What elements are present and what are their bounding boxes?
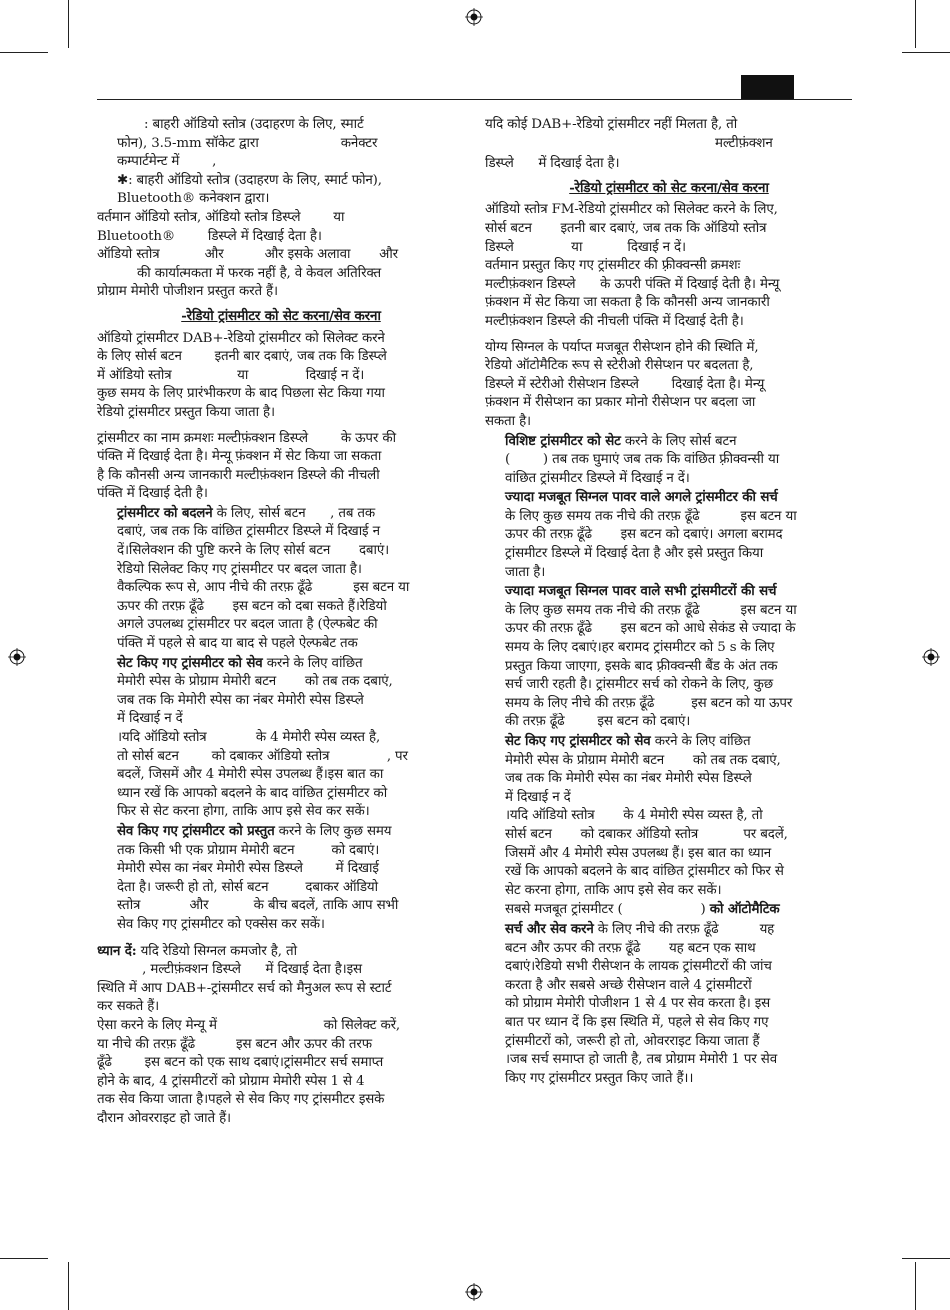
line: ( ) तब तक घुमाएं जब तक कि वांछित फ़्रीक्वन्सी या — [505, 452, 780, 468]
line: समय के लिए दबाएं।हर बरामद ट्रांसमीटर को 5 s के लिए — [505, 640, 775, 656]
registration-mark-icon — [465, 1283, 483, 1301]
line: पंक्ति में दिखाई देता है। मेन्यू फ़ंक्शन में सेट किया जा सकता — [97, 449, 382, 465]
line: सोर्स बटन को दबाकर ऑडियो स्तोत्र पर बदलें, — [505, 826, 788, 842]
crop-mark — [902, 1258, 950, 1259]
line: योग्य सिग्नल के पर्याप्त मजबूत रीसेप्शन होने की स्थिति में, — [485, 339, 759, 355]
line: रेडियो सिलेक्ट किए गए ट्रांसमीटर पर बदल जाता है। — [117, 561, 362, 577]
line: ऑडियो स्तोत्र FM-रेडियो ट्रांसमीटर को सिलेक्ट करने के लिए, — [485, 202, 778, 218]
line: पंक्ति में पहले से बाद या बाद से पहले ऐल्फबेट तक — [117, 636, 358, 652]
line: को प्रोग्राम मेमोरी पोजीशन 1 से 4 पर सेव करता है। इस — [505, 996, 771, 1012]
line: रेडियो ऑटोमैटिक रूप से स्टेरीओ रीसेप्शन पर बदलता है, — [485, 358, 754, 374]
line: सेव किए गए ट्रांसमीटर को एक्सेस कर सकें। — [117, 916, 325, 932]
line: ।जब सर्च समाप्त हो जाती है, तब प्रोग्राम मेमोरी 1 पर सेव — [505, 1052, 777, 1068]
paragraph: : बाहरी ऑडियो स्तोत्र (उदाहरण के लिए, स्मार्ट — [144, 117, 364, 132]
line: सर्च जारी रहती है। ट्रांसमीटर सर्च को रोकने के लिए, कुछ — [505, 677, 774, 693]
section-heading: -रेडियो ट्रांसमीटर को सेट करना/सेव करना — [569, 179, 769, 196]
line: ऊपर की तरफ़ ढूँढे इस बटन को दबाएं। अगला बरामद — [505, 527, 783, 543]
line: मेमोरी स्पेस का नंबर मेमोरी स्पेस डिस्प्ले में दिखाई — [117, 861, 379, 877]
line: सोर्स बटन इतनी बार दबाएं, जब तक कि ऑडियो स्तोत्र — [485, 220, 767, 236]
line: की तरफ़ ढूँढे इस बटन को दबाएं। — [505, 714, 691, 730]
line: मल्टीफ़ंक्शन डिस्प्ले की नीचली पंक्ति में दिखाई देती है। — [485, 313, 744, 329]
line: दबाएं, जब तक कि वांछित ट्रांसमीटर डिस्प्ले में दिखाई न — [117, 524, 380, 540]
line: मेमोरी स्पेस के प्रोग्राम मेमोरी बटन को तब तक दबाएं, — [505, 752, 781, 768]
line: सेट करना होगा, ताकि आप इसे सेव कर सकें। — [505, 882, 722, 898]
line: ध्यान रखें कि आपको बदलने के बाद वांछित ट्रांसमीटर को — [117, 785, 388, 801]
line: फिर से सेट करना होगा, ताकि आप इसे सेव कर सकें। — [117, 804, 370, 820]
line: करता है और सबसे अच्छे रीसेप्शन वाले 4 ट्रांसमीटरों — [505, 977, 752, 993]
line: बदलें, जिसमें और 4 मेमोरी स्पेस उपलब्ध हैं।इस बात का — [117, 767, 384, 783]
paragraph: प्रोग्राम मेमोरी पोजीशन प्रस्तुत करते हैं। — [97, 284, 278, 300]
crop-mark — [915, 1262, 916, 1310]
bullet-line: सेव किए गए ट्रांसमीटर को प्रस्तुत करने के लिए कुछ समय — [117, 822, 392, 839]
line: समय के लिए नीचे की तरफ़ ढूँढे इस बटन को या ऊपर — [505, 695, 793, 711]
line: के लिए सोर्स बटन इतनी बार दबाएं, जब तक कि डिस्प्ले — [97, 349, 387, 365]
crop-mark — [915, 0, 916, 48]
line: तक सेव किया जाता है।पहले से सेव किए गए ट्रांसमीटर इसके — [97, 1092, 385, 1108]
page-tab-marker — [741, 75, 794, 100]
bullet-line: सेट किए गए ट्रांसमीटर को सेव करने के लिए वांछित — [117, 654, 363, 671]
line: ऊपर की तरफ़ ढूँढे इस बटन को आधे सेकंड से ज्यादा के — [505, 621, 796, 637]
line: वांछित ट्रांसमीटर डिस्प्ले में दिखाई न दें। — [505, 470, 690, 486]
paragraph: की कार्यात्मकता में फरक नहीं है, वे केवल अतिरिक्त — [137, 265, 381, 281]
paragraph: कम्पार्टमेन्ट में , — [117, 154, 217, 170]
line: ढूँढे इस बटन को एक साथ दबाएं।ट्रांसमीटर सर्च समाप्त — [97, 1055, 384, 1071]
paragraph: वर्तमान ऑडियो स्तोत्र, ऑडियो स्तोत्र डिस्प्ले या — [97, 209, 345, 225]
line: बात पर ध्यान दें कि इस स्थिति में, पहले से सेव किए गए — [505, 1014, 769, 1030]
crop-mark — [902, 52, 950, 53]
line: या नीचे की तरफ़ ढूँढे इस बटन और ऊपर की तरफ — [97, 1036, 372, 1052]
line: मेमोरी स्पेस के प्रोग्राम मेमोरी बटन को तब तक दबाएं, — [117, 674, 393, 690]
line: डिस्प्ले में स्टेरीओ रीसेप्शन डिस्प्ले दिखाई देता है। मेन्यू — [485, 376, 765, 392]
line: मल्टीफ़ंक्शन डिस्प्ले के ऊपरी पंक्ति में दिखाई देती है। मेन्यू — [485, 276, 780, 292]
paragraph: ✱: बाहरी ऑडियो स्तोत्र (उदाहरण के लिए, स्मार्ट फोन), — [117, 172, 382, 188]
line: फ़ंक्शन में सेट किया जा सकता है कि कौनसी अन्य जानकारी — [485, 295, 770, 311]
line: होने के बाद, 4 ट्रांसमीटरों को प्रोग्राम मेमोरी स्पेस 1 से 4 — [97, 1073, 365, 1089]
line: है कि कौनसी अन्य जानकारी मल्टीफ़ंक्शन डिस्प्ले की नीचली — [97, 467, 380, 483]
line: ट्रांसमीटरों को, जरूरी हो तो, ओवरराइट किया जाता हैं — [505, 1033, 760, 1049]
line: ट्रांसमीटर डिस्प्ले में दिखाई देता है और इसे प्रस्तुत किया — [505, 546, 764, 562]
line: दबाएं।रेडियो सभी रीसेप्शन के लायक ट्रांसमीटरों की जांच — [505, 959, 772, 975]
line: वर्तमान प्रस्तुत किए गए ट्रांसमीटर की फ़्रीक्वन्सी क्रमशः — [485, 258, 741, 274]
line: जब तक कि मेमोरी स्पेस का नंबर मेमोरी स्पेस डिस्प्ले — [505, 771, 752, 787]
header-rule — [97, 99, 852, 100]
registration-mark-icon — [465, 8, 483, 26]
line: कुछ समय के लिए प्रारंभीकरण के बाद पिछला सेट किया गया — [97, 386, 385, 402]
line: में दिखाई न दें — [505, 789, 571, 805]
bullet-line: ट्रांसमीटर को बदलने के लिए, सोर्स बटन , तब तक — [117, 504, 376, 521]
left-column — [97, 116, 465, 1128]
line: बटन और ऊपर की तरफ़ ढूँढे यह बटन एक साथ — [505, 940, 756, 956]
bullet-line: विशिष्ट ट्रांसमीटर को सेट करने के लिए सोर्स बटन — [505, 432, 737, 449]
line: रखें कि आपको बदलने के बाद वांछित ट्रांसमीटर को फिर से — [505, 864, 784, 880]
bullet-line: ज्यादा मजबूत सिग्नल पावर वाले अगले ट्रांसमीटर की सर्च — [505, 489, 778, 506]
bullet-line: सबसे मजबूत ट्रांसमीटर ( ) को ऑटोमैटिक — [505, 901, 780, 918]
line: जिसमें और 4 मेमोरी स्पेस उपलब्ध हैं। इस बात का ध्यान — [505, 845, 772, 861]
line: कर सकते हैं। — [97, 999, 160, 1015]
line: में ऑडियो स्तोत्र या दिखाई न दें। — [97, 367, 365, 383]
section-heading: -रेडियो ट्रांसमीटर को सेट करना/सेव करना — [181, 307, 381, 324]
line: प्रस्तुत किया जाएगा, इसके बाद फ़्रीक्वन्सी बैंड के अंत तक — [505, 658, 778, 674]
paragraph: फोन), 3.5-mm सॉकेट द्वारा कनेक्टर — [117, 135, 378, 151]
line: ऊपर की तरफ़ ढूँढे इस बटन को दबा सकते हैं।रेडियो — [117, 598, 387, 614]
line: स्थिति में आप DAB+-ट्रांसमीटर सर्च को मैनुअल रूप से स्टार्ट — [97, 980, 392, 996]
line: स्तोत्र और के बीच बदलें, ताकि आप सभी — [117, 898, 399, 914]
line: पंक्ति में दिखाई देती है। — [97, 486, 208, 502]
registration-mark-icon — [8, 648, 26, 666]
crop-mark — [0, 1258, 48, 1259]
line: तो सोर्स बटन को दबाकर ऑडियो स्तोत्र , पर — [117, 748, 408, 764]
bullet-line: ज्यादा मजबूत सिग्नल पावर वाले सभी ट्रांसमीटरों की सर्च — [505, 583, 777, 600]
paragraph: ऑडियो स्तोत्र और और इसके अलावा और — [97, 247, 398, 263]
line: सर्च और सेव करने के लिए नीचे की तरफ़ ढूँढे यह — [505, 920, 775, 937]
line: डिस्प्ले या दिखाई न दें। — [485, 239, 686, 255]
line: में दिखाई न दें — [117, 711, 183, 727]
line: ऑडियो ट्रांसमीटर DAB+-रेडियो ट्रांसमीटर को सिलेक्ट करने — [97, 330, 385, 346]
line: दौरान ओवरराइट हो जाते हैं। — [97, 1110, 231, 1126]
line: , मल्टीफ़ंक्शन डिस्प्ले में दिखाई देता है।इस — [97, 962, 362, 978]
line: अगले उपलब्ध ट्रांसमीटर पर बदल जाता है (ऐल्फबेट की — [117, 617, 378, 633]
line: ऐसा करने के लिए मेन्यू में को सिलेक्ट करें, — [97, 1017, 401, 1033]
line: ।यदि ऑडियो स्तोत्र के 4 मेमोरी स्पेस व्यस्त है, — [117, 730, 381, 745]
note-line: ध्यान दें: यदि रेडियो सिग्नल कमजोर है, तो — [97, 942, 297, 959]
bullet-line: सेट किए गए ट्रांसमीटर को सेव करने के लिए वांछित — [505, 733, 751, 749]
line: जाता है। — [505, 564, 546, 580]
line: दें।सिलेक्शन की पुष्टि करने के लिए सोर्स बटन दबाएं। — [117, 543, 390, 559]
paragraph: Bluetooth® कनेक्शन द्वारा। — [117, 191, 270, 207]
line: देता है। जरूरी हो तो, सोर्स बटन दबाकर ऑडियो — [117, 879, 378, 895]
line: मल्टीफ़ंक्शन — [485, 135, 773, 151]
line: के लिए कुछ समय तक नीचे की तरफ़ ढूँढे इस बटन या — [505, 508, 797, 524]
line: वैकल्पिक रूप से, आप नीचे की तरफ़ ढूँढे इस बटन या — [117, 580, 410, 596]
line: किए गए ट्रांसमीटर प्रस्तुत किए जाते हैं।। — [505, 1070, 694, 1086]
paragraph: Bluetooth® डिस्प्ले में दिखाई देता है। — [97, 228, 322, 244]
line: डिस्प्ले में दिखाई देता है। — [485, 156, 620, 172]
line: तक किसी भी एक प्रोग्राम मेमोरी बटन को दबाएं। — [117, 842, 380, 858]
line: ।यदि ऑडियो स्तोत्र के 4 मेमोरी स्पेस व्यस्त है, तो — [505, 808, 763, 824]
line: जब तक कि मेमोरी स्पेस का नंबर मेमोरी स्पेस डिस्प्ले — [117, 692, 364, 708]
right-column — [485, 116, 853, 1088]
registration-mark-icon — [922, 648, 940, 666]
crop-mark — [68, 0, 69, 48]
line: के लिए कुछ समय तक नीचे की तरफ़ ढूँढे इस बटन या — [505, 602, 797, 618]
line: ट्रांसमीटर का नाम क्रमशः मल्टीफ़ंक्शन डिस्प्ले के ऊपर की — [97, 430, 396, 446]
crop-mark — [68, 1262, 69, 1310]
bluetooth-icon: ✱ — [117, 172, 129, 188]
line: रेडियो ट्रांसमीटर प्रस्तुत किया जाता है। — [97, 404, 275, 420]
line: फ़ंक्शन में रीसेप्शन का प्रकार मोनो रीसेप्शन पर बदला जा — [485, 395, 756, 411]
line: यदि कोई DAB+-रेडियो ट्रांसमीटर नहीं मिलता है, तो — [485, 117, 738, 132]
line: सकता है। — [485, 413, 531, 429]
crop-mark — [0, 52, 48, 53]
